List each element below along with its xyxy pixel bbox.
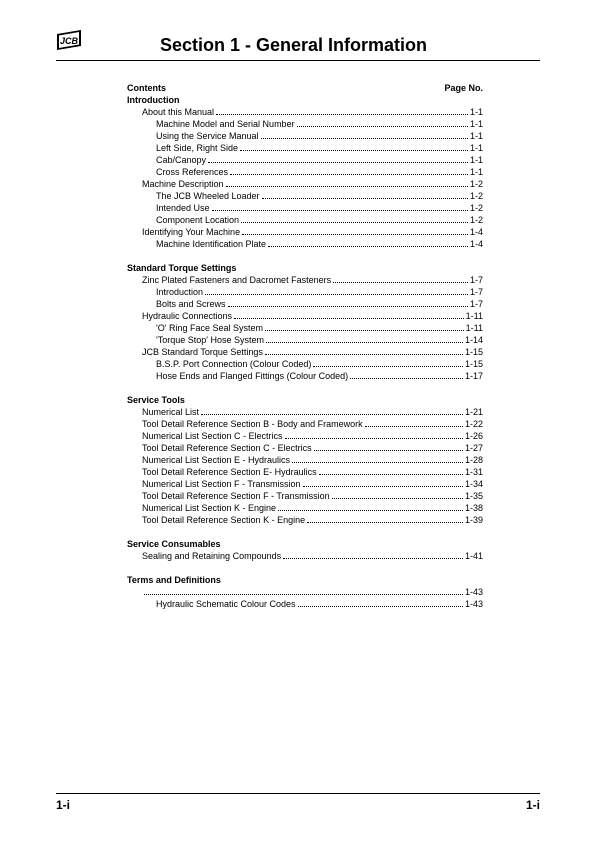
dot-leader [314,442,463,451]
dot-leader [262,190,468,199]
toc-entry-page: 1-34 [464,479,483,489]
toc-entry[interactable] [127,490,483,502]
contents-label: Contents [127,83,166,93]
toc-entry-page: 1-43 [464,599,483,609]
toc-entry-page: 1-35 [464,491,483,501]
dot-leader [201,406,463,415]
toc-entry[interactable] [127,286,483,298]
toc-entry-page: 1-17 [464,371,483,381]
toc-entry-title: Numerical List [142,407,200,417]
page-title: Section 1 - General Information [160,35,428,55]
toc-entry-title: Tool Detail Reference Section B - Body and Framework [142,419,363,429]
toc-entry[interactable] [127,166,483,178]
toc-entry[interactable] [127,322,483,334]
toc-entry-page: 1-1 [469,107,483,117]
toc-section-title: Introduction [127,95,180,105]
dot-leader [228,298,468,307]
toc-entry[interactable] [127,178,483,190]
toc-entry[interactable] [127,334,483,346]
dot-leader [240,142,468,151]
toc-entry[interactable] [127,454,483,466]
toc-entry-title: The JCB Wheeled Loader [156,191,260,201]
toc-entry-page: 1-27 [464,443,483,453]
page-number-label: Page No. [444,83,483,93]
toc-entry-page: 1-7 [469,275,483,285]
dot-leader [226,178,468,187]
toc-entry-title: 'Torque Stop' Hose System [156,335,264,345]
footer-page-number-left: 1-i [56,798,71,812]
toc-entry[interactable] [127,130,483,142]
dot-leader [234,310,464,319]
toc-entry-title: Numerical List Section K - Engine [142,503,277,513]
toc-entry[interactable] [127,598,483,610]
toc-entry-page: 1-1 [469,167,483,177]
dot-leader [307,514,463,523]
toc-entry-page: 1-21 [464,407,483,417]
toc-entry-title: 'O' Ring Face Seal System [156,323,263,333]
svg-text:JCB: JCB [59,36,79,46]
toc-entry-page: 1-4 [469,239,483,249]
toc-entry-page: 1-38 [464,503,483,513]
toc-entry[interactable] [127,442,483,454]
dot-leader [144,586,463,595]
toc-entry-page: 1-22 [464,419,483,429]
toc-section-title: Service Consumables [127,539,221,549]
dot-leader [319,466,463,475]
toc-sections [127,94,483,610]
dot-leader [265,322,464,331]
toc-entry-page: 1-2 [469,179,483,189]
toc-entry-title: Intended Use [156,203,210,213]
dot-leader [265,346,463,355]
dot-leader [350,370,463,379]
toc-entry-page: 1-41 [464,551,483,561]
dot-leader [205,286,468,295]
toc-entry-page: 1-7 [469,287,483,297]
toc-entry-title: Cross References [156,167,229,177]
dot-leader [241,214,468,223]
toc-entry-page: 1-2 [469,203,483,213]
toc-entry[interactable] [127,478,483,490]
dot-leader [298,598,463,607]
dot-leader [313,358,463,367]
dot-leader [292,454,463,463]
dot-leader [332,490,463,499]
toc-entry-title: Zinc Plated Fasteners and Dacromet Fasteners [142,275,332,285]
toc-entry-title: Machine Model and Serial Number [156,119,295,129]
toc-entry-title: Hose Ends and Flanged Fittings (Colour Coded) [156,371,349,381]
toc-entry-page: 1-1 [469,143,483,153]
jcb-logo [55,30,83,50]
toc-entry-page: 1-1 [469,155,483,165]
toc-entry-page: 1-1 [469,119,483,129]
toc-entry-page: 1-2 [469,191,483,201]
dot-leader [268,238,468,247]
dot-leader [212,202,468,211]
toc-entry-page: 1-26 [464,431,483,441]
dot-leader [230,166,468,175]
header-divider [56,60,540,61]
toc-entry-page: 1-2 [469,215,483,225]
toc-entry-title: Machine Identification Plate [156,239,267,249]
toc-entry-title: Cab/Canopy [156,155,207,165]
toc-entry-title: Sealing and Retaining Compounds [142,551,282,561]
toc-entry-page: 1-39 [464,515,483,525]
toc-entry-title: Numerical List Section C - Electrics [142,431,283,441]
toc-section [127,94,483,250]
toc-entry-title: Left Side, Right Side [156,143,239,153]
table-of-contents [127,82,483,610]
toc-entry[interactable] [127,550,483,562]
toc-entry-title: Tool Detail Reference Section E- Hydraulics [142,467,317,477]
toc-entry[interactable] [127,586,483,598]
toc-entry-title: Bolts and Screws [156,299,226,309]
toc-section-title: Service Tools [127,395,185,405]
toc-entry-title: Hydraulic Schematic Colour Codes [156,599,296,609]
toc-section [127,262,483,382]
toc-entry-page: 1-28 [464,455,483,465]
toc-entry[interactable] [127,346,483,358]
dot-leader [266,334,463,343]
toc-entry-title: Tool Detail Reference Section C - Electrics [142,443,312,453]
toc-entry-title: Numerical List Section F - Transmission [142,479,301,489]
toc-entry[interactable] [127,514,483,526]
toc-section [127,538,483,562]
toc-entry-title: Tool Detail Reference Section F - Transmission [142,491,330,501]
toc-entry[interactable] [127,190,483,202]
toc-entry-title: Identifying Your Machine [142,227,241,237]
toc-entry-page: 1-4 [469,227,483,237]
toc-entry[interactable] [127,310,483,322]
dot-leader [216,106,468,115]
toc-entry-page: 1-14 [464,335,483,345]
toc-entry[interactable] [127,202,483,214]
dot-leader [365,418,463,427]
dot-leader [285,430,463,439]
toc-entry-title: Tool Detail Reference Section K - Engine [142,515,306,525]
dot-leader [261,130,468,139]
toc-entry[interactable] [127,502,483,514]
toc-entry-title: Hydraulic Connections [142,311,233,321]
dot-leader [303,478,463,487]
toc-entry[interactable] [127,370,483,382]
toc-entry-page: 1-11 [465,323,483,333]
toc-entry[interactable] [127,466,483,478]
dot-leader [208,154,468,163]
toc-entry[interactable] [127,142,483,154]
toc-entry-title: Introduction [156,287,204,297]
dot-leader [297,118,468,127]
toc-entry-title: Component Location [156,215,240,225]
toc-entry[interactable] [127,238,483,250]
toc-entry[interactable] [127,214,483,226]
footer-page-number-right: 1-i [525,798,540,812]
toc-entry[interactable] [127,406,483,418]
toc-entry-page: 1-1 [469,131,483,141]
toc-entry-page: 1-15 [464,359,483,369]
toc-section [127,394,483,526]
toc-entry-title: Numerical List Section E - Hydraulics [142,455,291,465]
toc-entry-title: B.S.P. Port Connection (Colour Coded) [156,359,312,369]
toc-header [127,82,483,94]
toc-entry-page: 1-43 [464,587,483,597]
toc-entry-title: JCB Standard Torque Settings [142,347,263,357]
toc-entry[interactable] [127,430,483,442]
toc-section [127,574,483,610]
toc-entry[interactable] [127,106,483,118]
toc-entry-page: 1-7 [469,299,483,309]
dot-leader [333,274,468,283]
toc-entry-page: 1-31 [464,467,483,477]
toc-entry[interactable] [127,154,483,166]
dot-leader [242,226,468,235]
toc-entry-title: Using the Service Manual [156,131,259,141]
dot-leader [278,502,463,511]
toc-entry-page: 1-15 [464,347,483,357]
toc-entry-title: Machine Description [142,179,224,189]
toc-entry[interactable] [127,358,483,370]
toc-entry[interactable] [127,418,483,430]
toc-section-title: Standard Torque Settings [127,263,237,273]
toc-entry[interactable] [127,226,483,238]
toc-entry[interactable] [127,118,483,130]
toc-entry[interactable] [127,298,483,310]
toc-entry[interactable] [127,274,483,286]
toc-entry-title: About this Manual [142,107,215,117]
footer-divider [56,793,540,794]
toc-section-title: Terms and Definitions [127,575,221,585]
toc-entry-page: 1-11 [465,311,483,321]
dot-leader [283,550,463,559]
